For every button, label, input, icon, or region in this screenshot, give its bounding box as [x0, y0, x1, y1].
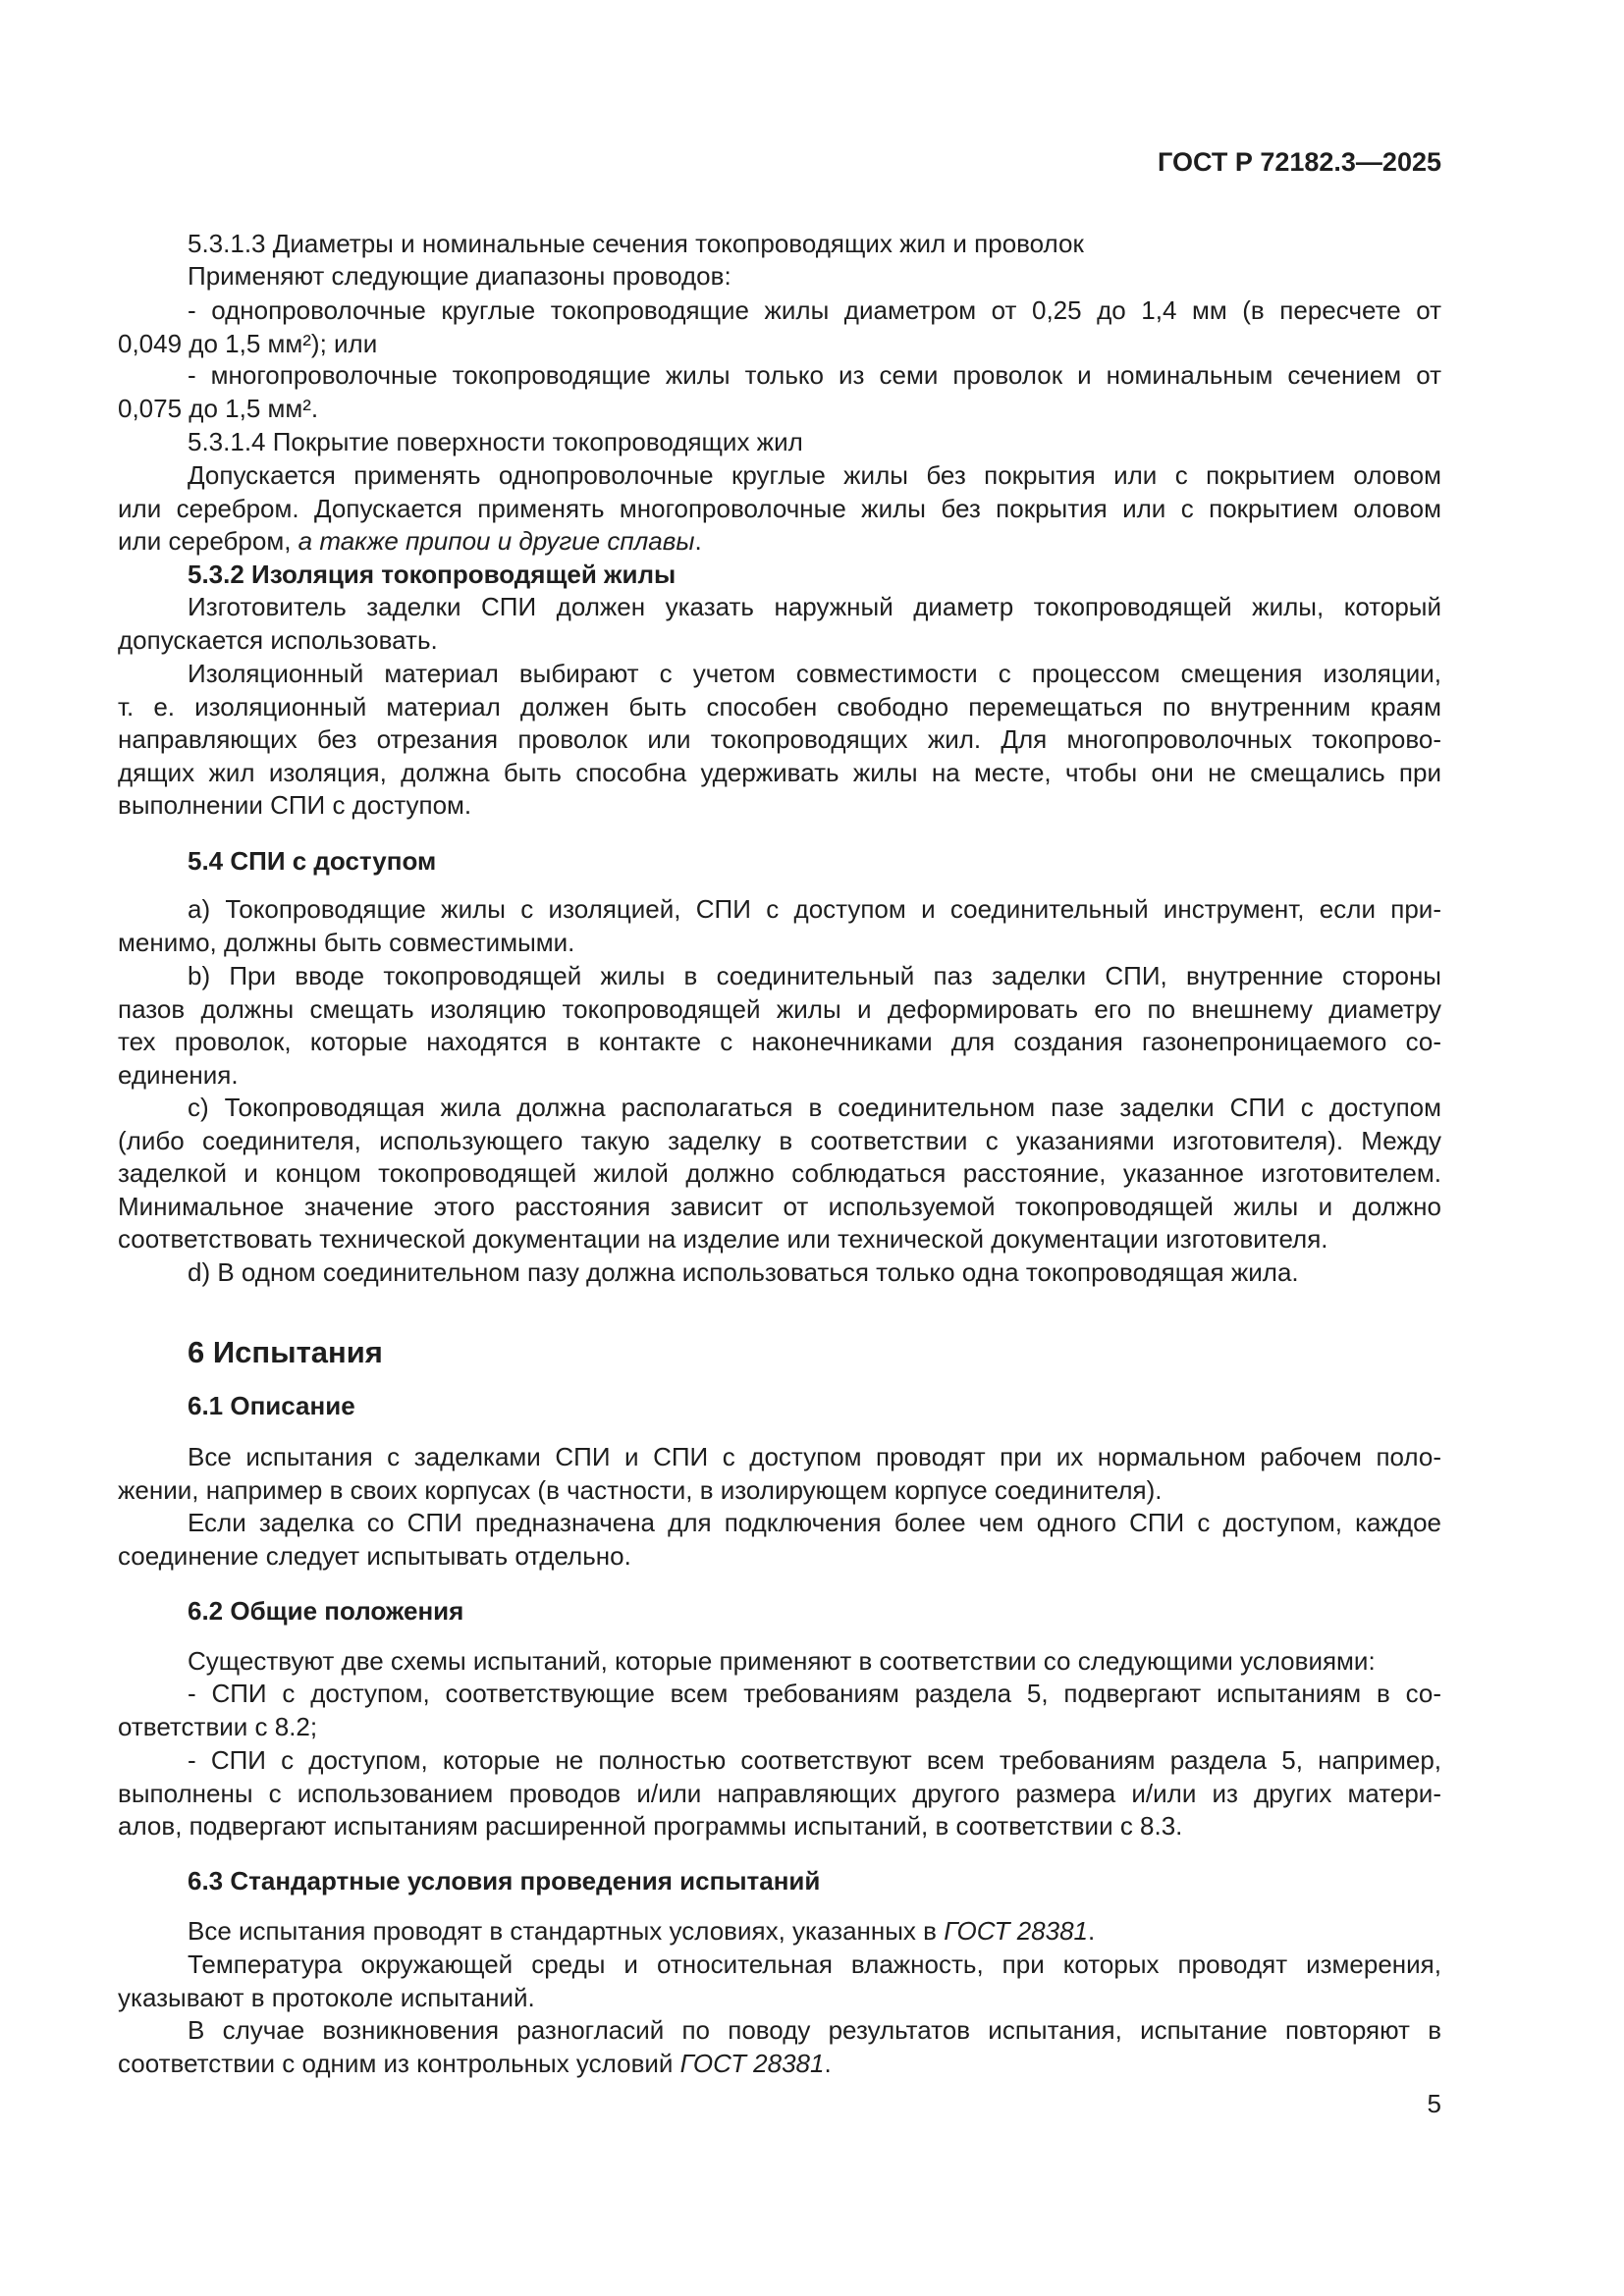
- paragraph-line: [188, 959, 1441, 992]
- paragraph-line: [188, 892, 1441, 926]
- document-header-id: ГОСТ Р 72182.3—2025: [1158, 147, 1441, 177]
- paragraph-line: [118, 392, 1441, 425]
- paragraph-line: [118, 1058, 1441, 1092]
- paragraph-line: [118, 992, 1441, 1026]
- section-heading: [188, 844, 1441, 878]
- text-segment: 5.3.1.4 Покрытие поверхности токопроводящих жил: [188, 427, 803, 456]
- paragraph-line: [188, 1255, 1441, 1289]
- paragraph-line: [188, 1091, 1441, 1124]
- text-segment: единения.: [118, 1059, 239, 1090]
- section-heading: [188, 558, 1441, 591]
- paragraph-line: [118, 524, 1441, 558]
- paragraph-line: [188, 1440, 1441, 1473]
- text-segment: ответствии с 8.2;: [118, 1711, 318, 1741]
- paragraph-line: [188, 227, 1441, 260]
- text-segment: Если заделка со СПИ предназначена для подключения более чем одного СПИ с доступом, каждое: [188, 1508, 1441, 1537]
- text-segment: В случае возникновения разногласий по поводу результатов испытания, испытание повторяют в: [188, 2015, 1441, 2045]
- paragraph-line: [118, 756, 1441, 789]
- text-segment: 0,075 до 1,5 мм².: [118, 393, 319, 423]
- paragraph-line: [188, 1948, 1441, 1981]
- text-segment: Изоляционный материал выбирают с учетом совместимости с процессом смещения изоляции,: [188, 659, 1441, 688]
- text-segment: указывают в протоколе испытаний.: [118, 1982, 535, 2012]
- page-number: 5: [1427, 2089, 1441, 2118]
- paragraph-line: [118, 1777, 1441, 1810]
- text-segment: 5.3.2 Изоляция токопроводящей жилы: [188, 560, 677, 589]
- text-segment: заделкой и концом токопроводящей жилой должно соблюдаться расстояние, указанное изготовителем.: [118, 1158, 1441, 1189]
- text-segment: Все испытания с заделками СПИ и СПИ с доступом проводят при их нормальном рабочем поло-: [188, 1442, 1441, 1471]
- paragraph-line: [188, 458, 1441, 492]
- text-segment: c) Токопроводящая жила должна располагаться в соединительном пазе заделки СПИ с доступом: [188, 1093, 1441, 1122]
- text-segment: 6 Испытания: [188, 1335, 383, 1369]
- text-segment: алов, подвергают испытаниям расширенной программы испытаний, в соответствии с 8.3.: [118, 1811, 1183, 1842]
- text-segment: - однопроволочные круглые токопроводящие жилы диаметром от 0,25 до 1,4 мм (в пересчете от: [188, 295, 1441, 325]
- text-segment: a) Токопроводящие жилы с изоляцией, СПИ с доступом и соединительный инструмент, если при-: [188, 894, 1441, 924]
- text-segment: выполнены с использованием проводов и/или направляющих другого размера и/или из других матери-: [118, 1778, 1441, 1808]
- text-segment: 5.3.1.3 Диаметры и номинальные сечения токопроводящих жил и проволок: [188, 229, 1084, 258]
- text-segment: или серебром. Допускается применять многопроволочные жилы без покрытия или с покрытием оловом: [118, 493, 1441, 523]
- paragraph-line: [118, 1809, 1441, 1842]
- paragraph-line: [188, 657, 1441, 690]
- section-heading: [188, 1333, 1441, 1372]
- text-segment: дящих жил изоляция, должна быть способна удерживать жилы на месте, чтобы они не смещались при: [118, 757, 1441, 787]
- reference-text: ГОСТ 28381: [944, 1916, 1089, 1946]
- reference-text: ГОСТ 28381: [679, 2048, 825, 2078]
- text-segment: допускается использовать.: [118, 624, 438, 655]
- paragraph-line: [118, 1473, 1441, 1507]
- paragraph-line: [118, 623, 1441, 657]
- paragraph-line: [118, 926, 1441, 959]
- paragraph-line: [188, 590, 1441, 623]
- text-segment: Все испытания проводят в стандартных условиях, указанных в: [188, 1916, 945, 1946]
- text-segment: Температура окружающей среды и относительная влажность, при которых проводят измерения,: [188, 1949, 1441, 1979]
- paragraph-line: [188, 1644, 1441, 1678]
- text-segment: соответствовать технической документации на изделие или технической документации изготовителя.: [118, 1224, 1328, 1255]
- paragraph-line: [118, 492, 1441, 525]
- text-segment: Изготовитель заделки СПИ должен указать наружный диаметр токопроводящей жилы, который: [188, 592, 1441, 621]
- reference-text: а также припои и другие сплавы: [298, 526, 695, 557]
- text-segment: 0,049 до 1,5 мм²); или: [118, 328, 378, 358]
- paragraph-line: [188, 425, 1441, 458]
- text-segment: - СПИ с доступом, соответствующие всем требованиям раздела 5, подвергают испытаниям в со-: [188, 1679, 1441, 1708]
- text-segment: Допускается применять однопроволочные круглые жилы без покрытия или с покрытием оловом: [188, 460, 1441, 490]
- text-segment: Применяют следующие диапазоны проводов:: [188, 261, 731, 291]
- text-segment: пазов должны смещать изоляцию токопроводящей жилы и деформировать его по внешнему диаметру: [118, 993, 1441, 1024]
- text-segment: .: [824, 2048, 832, 2078]
- text-segment: соответствии с одним из контрольных условий: [118, 2048, 680, 2078]
- text-segment: т. е. изоляционный материал должен быть способен свободно перемещаться по внутренним краям: [118, 691, 1441, 721]
- text-segment: - многопроволочные токопроводящие жилы только из семи проволок и номинальным сечением от: [188, 360, 1441, 390]
- text-segment: Существуют две схемы испытаний, которые применяют в соответствии со следующими условиями:: [188, 1646, 1376, 1676]
- text-segment: .: [694, 526, 702, 557]
- text-segment: 6.1 Описание: [188, 1391, 355, 1420]
- paragraph-line: [118, 1710, 1441, 1743]
- paragraph-line: [118, 690, 1441, 723]
- paragraph-line: [118, 788, 1441, 822]
- paragraph-line: [188, 1914, 1441, 1948]
- paragraph-line: [118, 1025, 1441, 1058]
- paragraph-line: [118, 1981, 1441, 2014]
- text-segment: или серебром,: [118, 526, 298, 557]
- text-segment: 6.2 Общие положения: [188, 1596, 464, 1626]
- paragraph-line: [118, 327, 1441, 360]
- text-segment: - СПИ с доступом, которые не полностью соответствуют всем требованиям раздела 5, например,: [188, 1745, 1441, 1775]
- text-segment: Минимальное значение этого расстояния зависит от используемой токопроводящей жилы и должно: [118, 1191, 1441, 1221]
- paragraph-line: [188, 294, 1441, 327]
- section-heading: [188, 1864, 1441, 1897]
- text-segment: 5.4 СПИ с доступом: [188, 846, 437, 876]
- paragraph-line: [118, 722, 1441, 756]
- paragraph-line: [188, 1677, 1441, 1710]
- text-segment: тех проволок, которые находятся в контакте с наконечниками для создания газонепроницаемого со-: [118, 1027, 1441, 1057]
- text-segment: соединение следует испытывать отдельно.: [118, 1540, 631, 1571]
- text-segment: 6.3 Стандартные условия проведения испытаний: [188, 1866, 821, 1896]
- paragraph-line: [188, 1506, 1441, 1539]
- section-heading: [188, 1594, 1441, 1628]
- text-segment: d) В одном соединительном пазу должна использоваться только одна токопроводящая жила.: [188, 1257, 1299, 1287]
- text-segment: направляющих без отрезания проволок или токопроводящих жил. Для многопроволочных токопрово-: [118, 724, 1441, 755]
- paragraph-line: [118, 1156, 1441, 1190]
- text-segment: (либо соединителя, использующего такую заделку в соответствии с указаниями изготовителя). Между: [118, 1125, 1441, 1155]
- paragraph-line: [188, 2013, 1441, 2047]
- paragraph-line: [118, 1124, 1441, 1157]
- paragraph-line: [118, 1222, 1441, 1255]
- section-heading: [188, 1389, 1441, 1422]
- text-segment: жении, например в своих корпусах (в частности, в изолирующем корпусе соединителя).: [118, 1474, 1163, 1505]
- paragraph-line: [188, 1743, 1441, 1777]
- paragraph-line: [118, 1539, 1441, 1573]
- text-segment: .: [1088, 1916, 1096, 1946]
- text-segment: b) При вводе токопроводящей жилы в соединительный паз заделки СПИ, внутренние стороны: [188, 961, 1441, 990]
- paragraph-line: [188, 358, 1441, 392]
- text-segment: выполнении СПИ с доступом.: [118, 790, 472, 821]
- paragraph-line: [188, 259, 1441, 293]
- text-segment: менимо, должны быть совместимыми.: [118, 927, 575, 957]
- paragraph-line: [118, 1190, 1441, 1223]
- paragraph-line: [118, 2047, 1441, 2080]
